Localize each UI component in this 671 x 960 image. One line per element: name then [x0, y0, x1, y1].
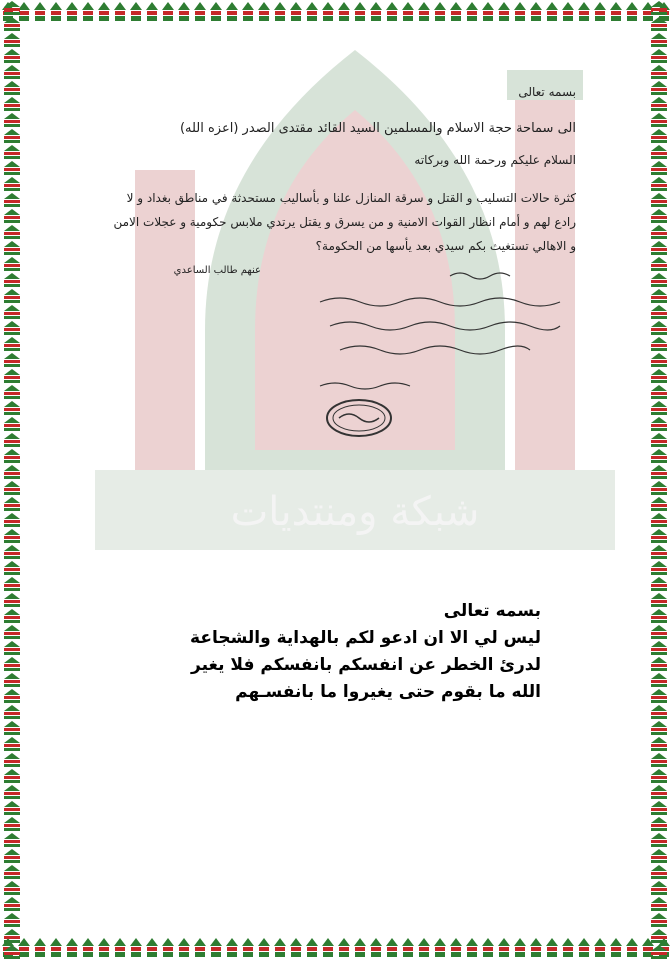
seal-stamp: [325, 398, 393, 438]
letter-sender: عنهم طالب الساعدي: [173, 265, 261, 276]
watermark-caption: شبكة ومنتديات: [230, 489, 480, 535]
letter-basmala: بسمه تعالى: [518, 85, 576, 99]
letter-body: كثرة حالات التسليب و القتل و سرقة المنازل علنا و بأساليب مستحدثة في مناطق بغداد و لا رادع لهم و أمام انظار القوات الامنية و من يسرق و يقتل يرتدي ملابس حكومية و عجلات الامن و الاهالي تستغيث بكم سيدي بعد يأسها من الحكومة؟: [113, 191, 576, 253]
decorative-border-bottom: [0, 936, 671, 960]
reply-line-4: الله ما بقوم حتى يغيروا ما بانفسـهم: [235, 682, 541, 702]
letter-addressee: الى سماحة حجة الاسلام والمسلمين السيد القائد مقتدى الصدر (اعزه الله): [179, 121, 576, 136]
letter-greeting: السلام عليكم ورحمة الله وبركاته: [414, 153, 576, 167]
decorative-border-right: [647, 0, 671, 960]
reply-transcription: [190, 598, 541, 706]
reply-line-1: بسمه تعالى: [443, 601, 541, 621]
reply-line-2: ليس لي الا ان ادعو لكم بالهداية والشجاعة: [190, 628, 541, 648]
decorative-border-top: [0, 0, 671, 24]
decorative-border-left: [0, 0, 24, 960]
handwritten-reply: [300, 268, 580, 398]
reply-line-3: لدرئ الخطر عن انفسكم بانفسكم فلا يغير: [191, 655, 541, 675]
